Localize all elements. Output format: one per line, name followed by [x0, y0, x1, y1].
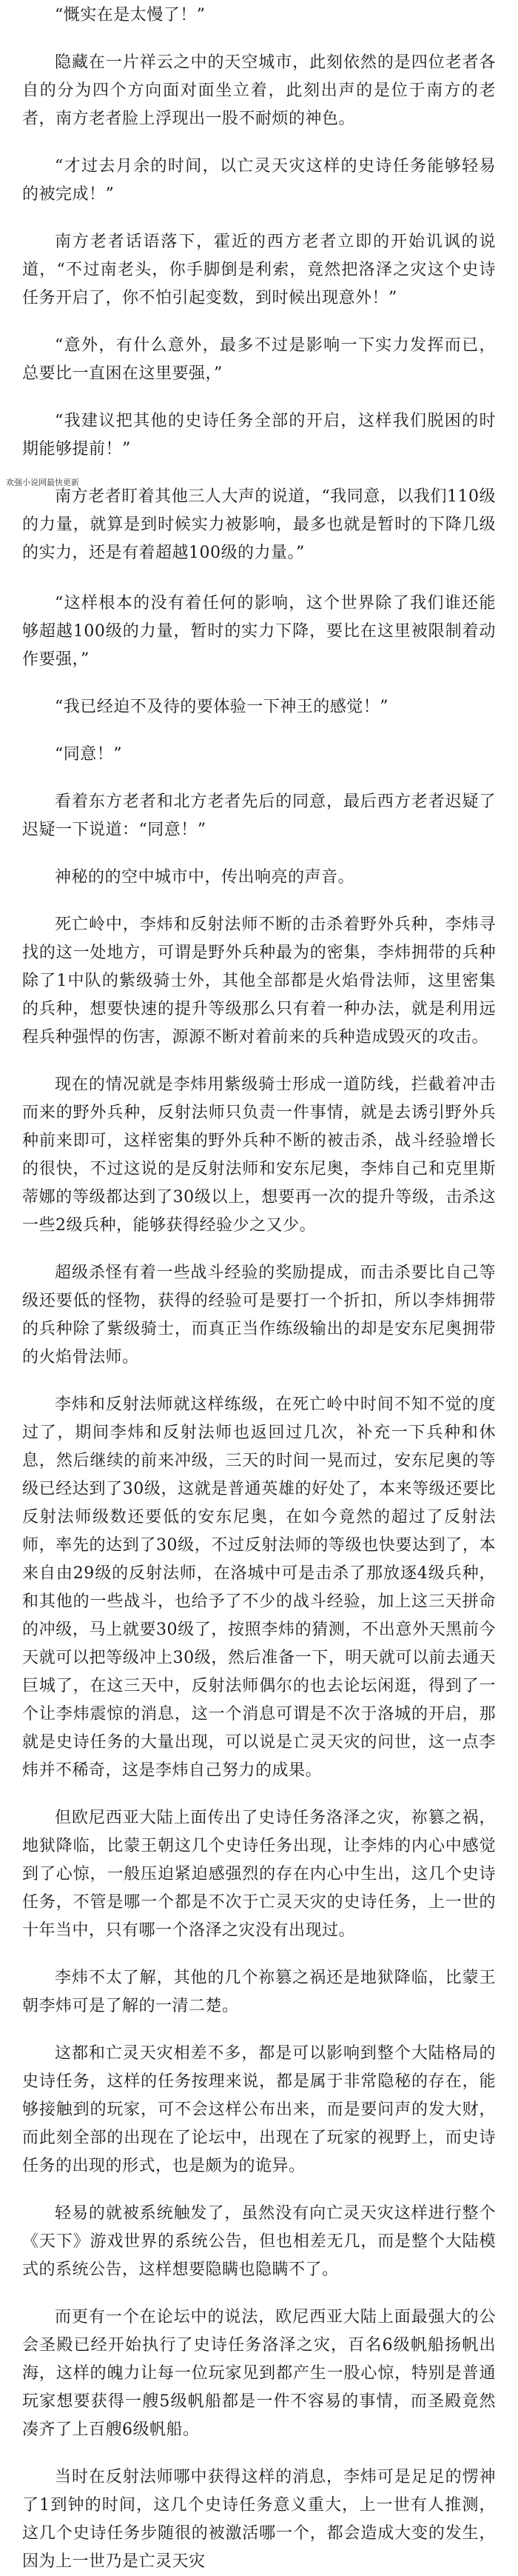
paragraph: “我建议把其他的史诗任务全部的开启，这样我们脱困的时期能够提前！”	[22, 412, 496, 458]
paragraph: 死亡岭中，李炜和反射法师不断的击杀着野外兵种，李炜寻找的这一处地方，可谓是野外兵种最为的密集，李炜拥带的兵种除了1中队的紫级骑士外，其他全部都是火焰骨法师，这里密集的兵种，想要快速的提升等级那么只有着一种办法，就是利用远程兵种强悍的伤害，源源不断对着前来的兵种造成毁灭的攻击。	[22, 915, 496, 1047]
source-note: 欢强小说网最快更新	[6, 478, 79, 487]
paragraph: 这都和亡灵天灾相差不多，都是可以影响到整个大陆格局的史诗任务，这样的任务按理来说，都是属于非常隐秘的存在，能够接触到的玩家，可不会这样公布出来，而是要问声的发大财，而此刻全部的出现在了论坛中，出现在了玩家的视野上，而史诗任务的出现的形式，也是颇为的诡异。	[22, 2044, 496, 2175]
paragraph: 李炜和反射法师就这样练级，在死亡岭中时间不知不觉的度过了，期间李炜和反射法师也返回过几次，补充一下兵种和休息，然后继续的前来冲级，三天的时间一晃而过，安东尼奥的等级已经达到了30级，这就是普通英雄的好处了，本来等级还要比反射法师级数还要低的安东尼奥，在如今竟然的超过了反射法师，率先的达到了30级，不过反射法师的等级也快要达到了，本来自由29级的反射法师，在洛城中可是击杀了那放逐4级兵种，和其他的一些战斗，也给予了不少的战斗经验，加上这三天拼命的冲级，马上就要30级了，按照李炜的猜测，不出意外天黑前今天就可以把等级冲上30级，然后准备一下，明天就可以前去通天巨城了，在这三天中，反射法师偶尔的也去论坛闲逛，得到了一个让李炜震惊的消息，这一个消息可谓是不次于洛城的开启，那就是史诗任务的大量出现，可以说是亡灵天灾的问世，这一点李炜并不稀奇，这是李炜自己努力的成果。	[22, 1395, 496, 1780]
paragraph: 当时在反射法师哪中获得这样的消息，李炜可是足足的愣神了1到钟的时间，这几个史诗任务意义重大，上一世有人推测，这几个史诗任务步随很的被激活哪一个，都会造成大变的发生，因为上一世乃是亡灵天灾	[22, 2468, 496, 2571]
paragraph: 轻易的就被系统触发了，虽然没有向亡灵天灾这样进行整个《天下》游戏世界的系统公告，但也相差无几，而是整个大陆模式的系统公告，这样想要隐瞒也隐瞒不了。	[22, 2204, 496, 2279]
paragraph: 神秘的的空中城市中，传出响亮的声音。	[55, 868, 355, 887]
paragraph: “这样根本的没有着任何的影响，这个世界除了我们谁还能够超越100级的力量，暂时的实力下降，要比在这里被限制着动作要强，”	[22, 594, 496, 669]
paragraph: 超级杀怪有着一些战斗经验的奖励提成，而击杀要比自己等级还要低的怪物，获得的经验可是要打一个折扣，所以李炜拥带的兵种除了紫级骑士，而真正当作练级输出的却是安东尼奥拥带的火焰骨法师。	[22, 1264, 496, 1367]
paragraph: “我已经迫不及待的要体验一下神王的感觉！”	[55, 698, 388, 716]
paragraph: 看着东方老者和北方老者先后的同意，最后西方老者迟疑了迟疑一下说道：“同意！”	[22, 793, 496, 839]
paragraph: 而更有一个在论坛中的说法，欧尼西亚大陆上面最强大的公会圣殿已经开始执行了史诗任务洛泽之灾，百名6级帆船扬帆出海，这样的魄力让每一位玩家见到都产生一股心惊，特别是普通玩家想要获得一艘5级帆船都是一件不容易的事情，而圣殿竟然凑齐了上百艘6级帆船。	[22, 2308, 496, 2439]
paragraph: 但欧尼西亚大陆上面传出了史诗任务洛泽之灾，祢篡之祸，地狱降临，比蒙王朝这几个史诗任务出现，让李炜的内心中感觉到了心惊，一般压迫紧迫感强烈的存在内心中生出，这几个史诗任务，不管是哪一个都是不次于亡灵天灾的史诗任务，上一世的十年当中，只有哪一个洛泽之灾没有出现过。	[22, 1809, 496, 1940]
paragraph: “才过去月余的时间，以亡灵天灾这样的史诗任务能够轻易的被完成！”	[22, 157, 496, 204]
paragraph: 李炜不太了解，其他的几个祢篡之祸还是地狱降临，比蒙王朝李炜可是了解的一清二楚。	[22, 1969, 496, 2015]
paragraph: “同意！”	[55, 745, 122, 764]
paragraph: 现在的情况就是李炜用紫级骑士形成一道防线，拦截着冲击而来的野外兵种，反射法师只负责一件事情，就是去诱引野外兵种前来即可，这样密集的野外兵种不断的被击杀，战斗经验增长的很快，不过这说的是反射法师和安东尼奥，李炜自己和克里斯蒂娜的等级都达到了30级以上，想要再一次的提升等级，击杀这一些2级兵种，能够获得经验少之又少。	[22, 1075, 496, 1235]
paragraph: 南方老者盯着其他三人大声的说道，“我同意，以我们110级的力量，就算是到时候实力被影响，最多也就是暂时的下降几级的实力，还是有着超越100级的力量。”	[22, 487, 496, 562]
paragraph: “慨实在是太慢了！”	[55, 6, 206, 24]
paragraph: 隐藏在一片祥云之中的天空城市，此刻依然的是四位老者各自的分为四个方向面对面坐立着，此刻出声的是位于南方的老者，南方老者脸上浮现出一股不耐烦的神色。	[22, 53, 496, 128]
paragraph: 南方老者话语落下，霍近的西方老者立即的开始讥讽的说道，“不过南老头，你手脚倒是利索，竟然把洛泽之灾这个史诗任务开启了，你不怕引起变数，到时候出现意外！”	[22, 233, 496, 307]
paragraph: “意外，有什么意外，最多不过是影响一下实力发挥而已，总要比一直困在这里要强，”	[22, 336, 496, 383]
